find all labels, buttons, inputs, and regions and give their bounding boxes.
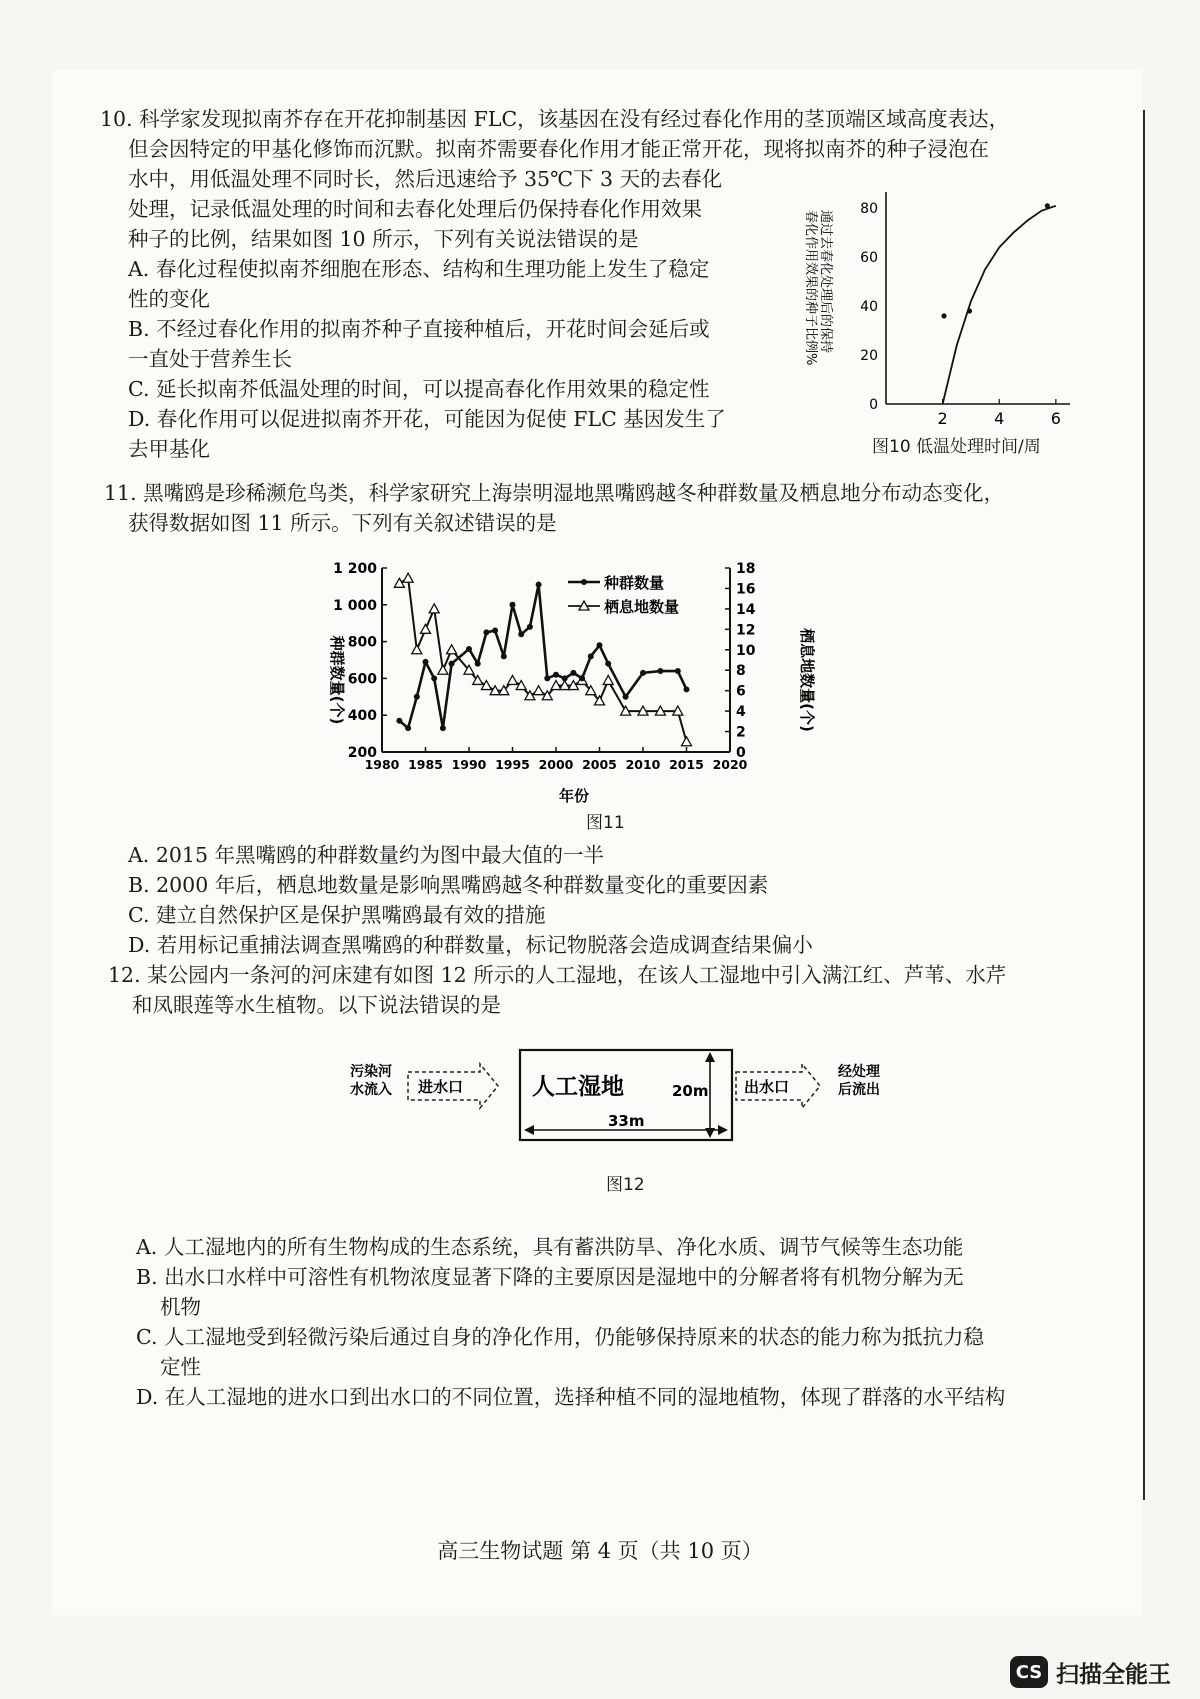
fig11-population-marker: [492, 628, 498, 634]
q11-option-a: A. 2015 年黑嘴鸥的种群数量约为图中最大值的一半: [128, 843, 605, 867]
figure-10-chart: [803, 190, 1078, 460]
fig11-habitat-marker: [508, 675, 518, 684]
fig11-habitat-marker: [447, 645, 457, 654]
fig11-ytick-right-label: 18: [736, 561, 756, 577]
fig10-ytick-label: 20: [860, 348, 878, 365]
fig11-caption: 图11: [586, 813, 625, 833]
fig11-ytick-left-label: 1 200: [333, 561, 377, 577]
fig11-population-marker: [405, 725, 411, 731]
q12-line-2: 和凤眼莲等水生植物。以下说法错误的是: [132, 993, 501, 1017]
q11-option-c: C. 建立自然保护区是保护黑嘴鸥最有效的措施: [128, 903, 546, 927]
fig11-ytick-right-label: 14: [736, 601, 756, 618]
fig11-ytick-right-label: 4: [736, 704, 746, 721]
fig11-xlabel: 年份: [558, 787, 590, 805]
q10-option-c: C. 延长拟南芥低温处理的时间，可以提高春化作用效果的稳定性: [128, 377, 710, 401]
camscanner-name: 扫描全能王: [1056, 1661, 1171, 1688]
fig11-ytick-right-label: 8: [736, 663, 746, 680]
fig11-xtick-label: 2010: [625, 757, 661, 772]
q10-line-1: 10. 科学家发现拟南芥存在开花抑制基因 FLC，该基因在没有经过春化作用的茎顶端区域高度表达，: [100, 107, 1010, 131]
fig10-ytick-label: 0: [869, 397, 878, 413]
q10-line-4: 处理，记录低温处理的时间和去春化处理后仍保持春化作用效果: [128, 197, 702, 221]
fig10-point: [967, 308, 972, 313]
q10-option-a: A. 春化过程使拟南芥细胞在形态、结构和生理功能上发生了稳定: [128, 257, 710, 281]
fig11-legend-pop-marker: [581, 579, 587, 585]
fig11-xtick-label: 2015: [669, 757, 704, 772]
q12-option-c: C. 人工湿地受到轻微污染后通过自身的净化作用，仍能够保持原来的状态的能力称为抵抗力稳: [136, 1325, 984, 1349]
page-border-line: [1143, 110, 1145, 1500]
fig11-population-marker: [396, 718, 402, 724]
fig11-xtick-label: 1980: [364, 757, 400, 772]
fig11-xtick-label: 2000: [538, 757, 574, 772]
fig11-habitat-marker: [438, 665, 448, 674]
fig11-legend-hab: 栖息地数量: [604, 598, 680, 616]
fig11-population-marker: [536, 582, 542, 588]
fig11-habitat-marker: [421, 624, 431, 633]
q12-option-c-cont: 定性: [160, 1355, 201, 1379]
fig11-habitat-marker: [534, 686, 544, 695]
fig11-population-marker: [640, 670, 646, 676]
fig11-population-marker: [675, 668, 681, 674]
fig11-population-marker: [431, 675, 437, 681]
fig11-population-marker: [684, 686, 690, 692]
fig11-ytick-left-label: 600: [347, 671, 377, 688]
q12-line-1: 12. 某公园内一条河的河床建有如图 12 所示的人工湿地，在该人工湿地中引入满江红、芦苇、水芹: [108, 963, 1007, 987]
fig12-center: 人工湿地: [532, 1074, 624, 1100]
fig10-xtick-label: 4: [994, 409, 1005, 428]
fig11-ytick-right-label: 6: [736, 683, 746, 700]
fig11-population-marker: [440, 725, 446, 731]
fig11-population-marker: [466, 646, 472, 652]
fig11-legend-pop: 种群数量: [604, 574, 665, 592]
fig11-habitat-marker: [682, 737, 692, 746]
fig10-ylabel-2: 春化作用效果的种子比例%: [803, 210, 818, 366]
fig12-source-2: 水流入: [350, 1082, 392, 1098]
figure-11-chart: [310, 560, 816, 805]
fig11-ylabel-left: 种群数量(个): [328, 635, 346, 725]
fig11-population-marker: [657, 668, 663, 674]
fig12-inlet: 进水口: [418, 1078, 464, 1096]
fig11-habitat-marker: [603, 675, 613, 684]
q10-line-2: 但会因特定的甲基化修饰而沉默。拟南芥需要春化作用才能正常开花，现将拟南芥的种子浸泡在: [128, 137, 989, 161]
fig10-point: [941, 313, 946, 318]
fig12-out-2: 后流出: [838, 1082, 880, 1098]
fig10-xtick-label: 6: [1050, 409, 1061, 428]
fig11-population-marker: [475, 661, 481, 667]
q10-option-b: B. 不经过春化作用的拟南芥种子直接种植后，开花时间会延后或: [128, 317, 710, 341]
fig11-population-marker: [483, 629, 489, 635]
q11-option-b: B. 2000 年后，栖息地数量是影响黑嘴鸥越冬种群数量变化的重要因素: [128, 873, 769, 897]
fig10-ytick-label: 60: [860, 250, 878, 267]
fig11-xtick-label: 1990: [451, 757, 487, 772]
fig11-habitat-marker: [403, 573, 413, 582]
fig10-xtick-label: 2: [937, 409, 948, 428]
fig11-xtick-label: 2005: [582, 757, 617, 772]
fig11-population-marker: [579, 675, 585, 681]
fig11-habitat-marker: [429, 604, 439, 613]
fig11-population-marker: [605, 661, 611, 667]
fig12-height: 20m: [672, 1082, 709, 1100]
fig11-population-marker: [501, 653, 507, 659]
fig10-point: [1045, 203, 1050, 208]
fig11-population-marker: [588, 653, 594, 659]
q12-option-b-cont: 机物: [160, 1295, 201, 1319]
q10-line-5: 种子的比例，结果如图 10 所示，下列有关说法错误的是: [128, 227, 639, 251]
fig10-ytick-label: 40: [860, 299, 878, 316]
page-footer: 高三生物试题 第 4 页（共 10 页）: [437, 1539, 763, 1563]
q10-option-a-cont: 性的变化: [128, 287, 210, 311]
scanner-watermark: [1010, 1654, 1171, 1690]
fig11-xtick-label: 1985: [408, 757, 443, 772]
fig11-population-marker: [623, 694, 629, 700]
q10-option-b-cont: 一直处于营养生长: [128, 347, 292, 371]
q11-line-2: 获得数据如图 11 所示。下列有关叙述错误的是: [128, 511, 557, 535]
q11-option-d: D. 若用标记重捕法调查黑嘴鸥的种群数量，标记物脱落会造成调查结果偏小: [128, 933, 813, 957]
fig11-habitat-marker: [412, 645, 422, 654]
fig10-ytick-label: 80: [860, 201, 878, 218]
fig11-xtick-label: 2020: [712, 757, 748, 772]
fig11-ytick-right-label: 2: [736, 724, 746, 741]
fig10-ylabel-1: 通过去春化处理后的保持: [818, 210, 833, 354]
q12-option-d: D. 在人工湿地的进水口到出水口的不同位置，选择种植不同的湿地植物，体现了群落的水平结构: [136, 1385, 1006, 1409]
fig12-source-1: 污染河: [350, 1064, 392, 1080]
fig11-ytick-left-label: 1 000: [333, 597, 377, 614]
fig11-ytick-left-label: 800: [347, 634, 377, 651]
fig11-ytick-right-label: 10: [736, 642, 756, 659]
fig11-ytick-right-label: 12: [736, 622, 756, 639]
fig11-population-marker: [570, 670, 576, 676]
fig11-population-marker: [544, 675, 550, 681]
fig11-ytick-right-label: 16: [736, 581, 756, 598]
q10-line-3: 水中，用低温处理不同时长，然后迅速给予 35℃下 3 天的去春化: [128, 167, 723, 191]
fig11-population-marker: [510, 602, 516, 608]
figure-12-diagram: [330, 1040, 910, 1150]
fig11-population-marker: [562, 675, 568, 681]
fig12-width: 33m: [608, 1112, 645, 1130]
fig11-ytick-left-label: 400: [347, 708, 377, 725]
fig11-population-marker: [423, 659, 429, 665]
q12-option-a: A. 人工湿地内的所有生物构成的生态系统，具有蓄洪防旱、净化水质、调节气候等生态功能: [136, 1235, 964, 1259]
fig11-population-marker: [518, 631, 524, 637]
q10-option-d-cont: 去甲基化: [128, 437, 210, 461]
fig11-population-marker: [449, 661, 455, 667]
fig12-caption: 图12: [606, 1175, 645, 1195]
fig11-ytick-left-label: 200: [347, 745, 377, 761]
fig11-xtick-label: 1995: [495, 757, 530, 772]
q12-option-b: B. 出水口水样中可溶性有机物浓度显著下降的主要原因是湿地中的分解者将有机物分解为无: [136, 1265, 964, 1289]
fig11-population-marker: [414, 694, 420, 700]
fig12-out-1: 经处理: [838, 1064, 880, 1080]
fig11-population-marker: [553, 672, 559, 678]
q10-option-d: D. 春化作用可以促进拟南芥开花，可能因为促使 FLC 基因发生了: [128, 407, 726, 431]
fig12-outlet: 出水口: [744, 1078, 790, 1096]
fig10-caption: 图10 低温处理时间/周: [872, 437, 1041, 457]
camscanner-logo: CS: [1010, 1656, 1048, 1688]
fig11-population-marker: [527, 624, 533, 630]
fig10-curve: [943, 206, 1056, 404]
fig11-ylabel-right: 栖息地数量(个): [798, 628, 816, 732]
fig11-population-marker: [597, 642, 603, 648]
q11-line-1: 11. 黑嘴鸥是珍稀濒危鸟类，科学家研究上海崇明湿地黑嘴鸥越冬种群数量及栖息地分布动态变化，: [104, 481, 1005, 505]
fig11-ytick-right-label: 0: [736, 745, 746, 761]
